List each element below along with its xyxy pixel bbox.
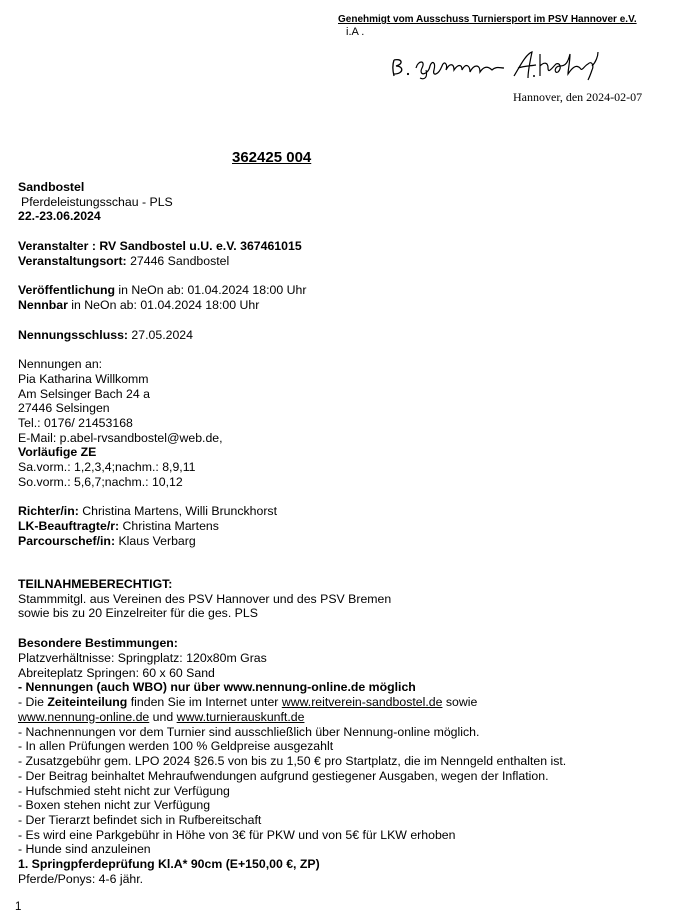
deadline-label: Nennungsschluss: — [18, 328, 129, 342]
link-nennung-online[interactable]: www.nennung-online.de — [18, 710, 150, 724]
rules-late-entries: - Nachnennungen vor dem Turnier sind ausschließlich über Nennung-online möglich. — [18, 725, 480, 739]
contact-phone: Tel.: 0176/ 21453168 — [18, 416, 133, 430]
rules-schedule-line — [18, 695, 477, 710]
eligibility-heading: TEILNAHMEBERECHTIGT: — [18, 577, 173, 591]
schedule-sunday: So.vorm.: 5,6,7;nachm.: 10,12 — [18, 475, 183, 489]
rules-fee: - Zusatzgebühr gem. LPO 2024 §26.5 von bis zu 1,50 € pro Startplatz, die im Nenngeld enthalten ist. — [18, 754, 567, 768]
schedule-text-a: - Die — [18, 695, 48, 709]
event-place: Sandbostel — [18, 180, 85, 194]
event-number: 362425 004 — [232, 149, 312, 166]
lk-label: LK-Beauftragte/r: — [18, 519, 120, 533]
event-deadline — [18, 328, 193, 343]
rules-surcharge: - Der Beitrag beinhaltet Mehraufwendungen aufgrund gestiegener Ausgaben, wegen der Inflation. — [18, 769, 549, 783]
link-turnierauskunft[interactable]: www.turnierauskunft.de — [176, 710, 305, 724]
rules-vet: - Der Tierarzt befindet sich in Rufbereitschaft — [18, 813, 262, 827]
rules-dogs: - Hunde sind anzuleinen — [18, 842, 151, 856]
signature-1 — [388, 54, 528, 80]
rules-online-only: - Nennungen (auch WBO) nur über www.nennung-online.de möglich — [18, 680, 416, 694]
schedule-heading: Vorläufige ZE — [18, 445, 97, 459]
competition-subtitle: Pferde/Ponys: 4-6 jähr. — [18, 872, 144, 886]
eligibility-line-1: Stammmitgl. aus Vereinen des PSV Hannover und des PSV Bremen — [18, 592, 392, 606]
entry-label: Nennbar — [18, 298, 68, 312]
officials-course — [18, 534, 196, 549]
approval-title: Genehmigt vom Ausschuss Turniersport im PSV Hannover e.V. — [338, 14, 637, 25]
officials-lk — [18, 519, 219, 534]
lk-value: Christina Martens — [119, 519, 219, 533]
contact-city: 27446 Selsingen — [18, 401, 110, 415]
contact-email: E-Mail: p.abel-rvsandbostel@web.de, — [18, 431, 223, 445]
event-venue — [18, 254, 229, 269]
competition-title: 1. Springpferdeprüfung Kl.A* 90cm (E+150,00 €, ZP) — [18, 857, 320, 871]
event-type: Pferdeleistungsschau - PLS — [21, 195, 173, 209]
rules-farrier: - Hufschmied steht nicht zur Verfügung — [18, 784, 230, 798]
eligibility-line-2: sowie bis zu 20 Einzelreiter für die ges. PLS — [18, 606, 258, 620]
venue-label: Veranstaltungsort: — [18, 254, 127, 268]
publish-value: in NeOn ab: 01.04.2024 18:00 Uhr — [115, 283, 307, 297]
approval-place-date: Hannover, den 2024-02-07 — [513, 90, 643, 104]
page-number: 1 — [15, 901, 22, 913]
officials-judges — [18, 504, 277, 519]
link-reitverein-sandbostel[interactable]: www.reitverein-sandbostel.de — [281, 695, 443, 709]
contact-heading: Nennungen an: — [18, 357, 103, 371]
contact-street: Am Selsinger Bach 24 a — [18, 387, 150, 401]
rules-warmup: Abreiteplatz Springen: 60 x 60 Sand — [18, 666, 215, 680]
schedule-text-d: sowie — [442, 695, 478, 709]
rules-boxes: - Boxen stehen nicht zur Verfügung — [18, 798, 211, 812]
publish-label: Veröffentlichung — [18, 283, 116, 297]
event-publish — [18, 283, 306, 298]
entry-value: in NeOn ab: 01.04.2024 18:00 Uhr — [67, 298, 260, 312]
judges-value: Christina Martens, Willi Brunckhorst — [78, 504, 277, 518]
rules-prize-money: - In allen Prüfungen werden 100 % Geldpreise ausgezahlt — [18, 739, 334, 753]
approval-ia: i.A . — [346, 26, 365, 38]
judges-label: Richter/in: — [18, 504, 79, 518]
course-label: Parcourschef/in: — [18, 534, 116, 548]
event-dates: 22.-23.06.2024 — [18, 209, 101, 223]
rules-links-line — [18, 710, 304, 725]
rules-arena: Platzverhältnisse: Springplatz: 120x80m Gras — [18, 651, 267, 665]
contact-name: Pia Katharina Willkomm — [18, 372, 149, 386]
schedule-text-e: und — [149, 710, 177, 724]
rules-heading: Besondere Bestimmungen: — [18, 636, 178, 650]
event-entry — [18, 298, 259, 313]
deadline-value: 27.05.2024 — [128, 328, 193, 342]
course-value: Klaus Verbarg — [115, 534, 196, 548]
event-organizer: Veranstalter : RV Sandbostel u.U. e.V. 367461015 — [18, 239, 302, 253]
schedule-text-bold: Zeiteinteilung — [47, 695, 128, 709]
venue-value: 27446 Sandbostel — [126, 254, 230, 268]
schedule-text-c: finden Sie im Internet unter — [127, 695, 282, 709]
signature-2 — [510, 48, 602, 82]
rules-parking: - Es wird eine Parkgebühr in Höhe von 3€ für PKW und von 5€ für LKW erhoben — [18, 828, 456, 842]
schedule-saturday: Sa.vorm.: 1,2,3,4;nachm.: 8,9,11 — [18, 460, 196, 474]
